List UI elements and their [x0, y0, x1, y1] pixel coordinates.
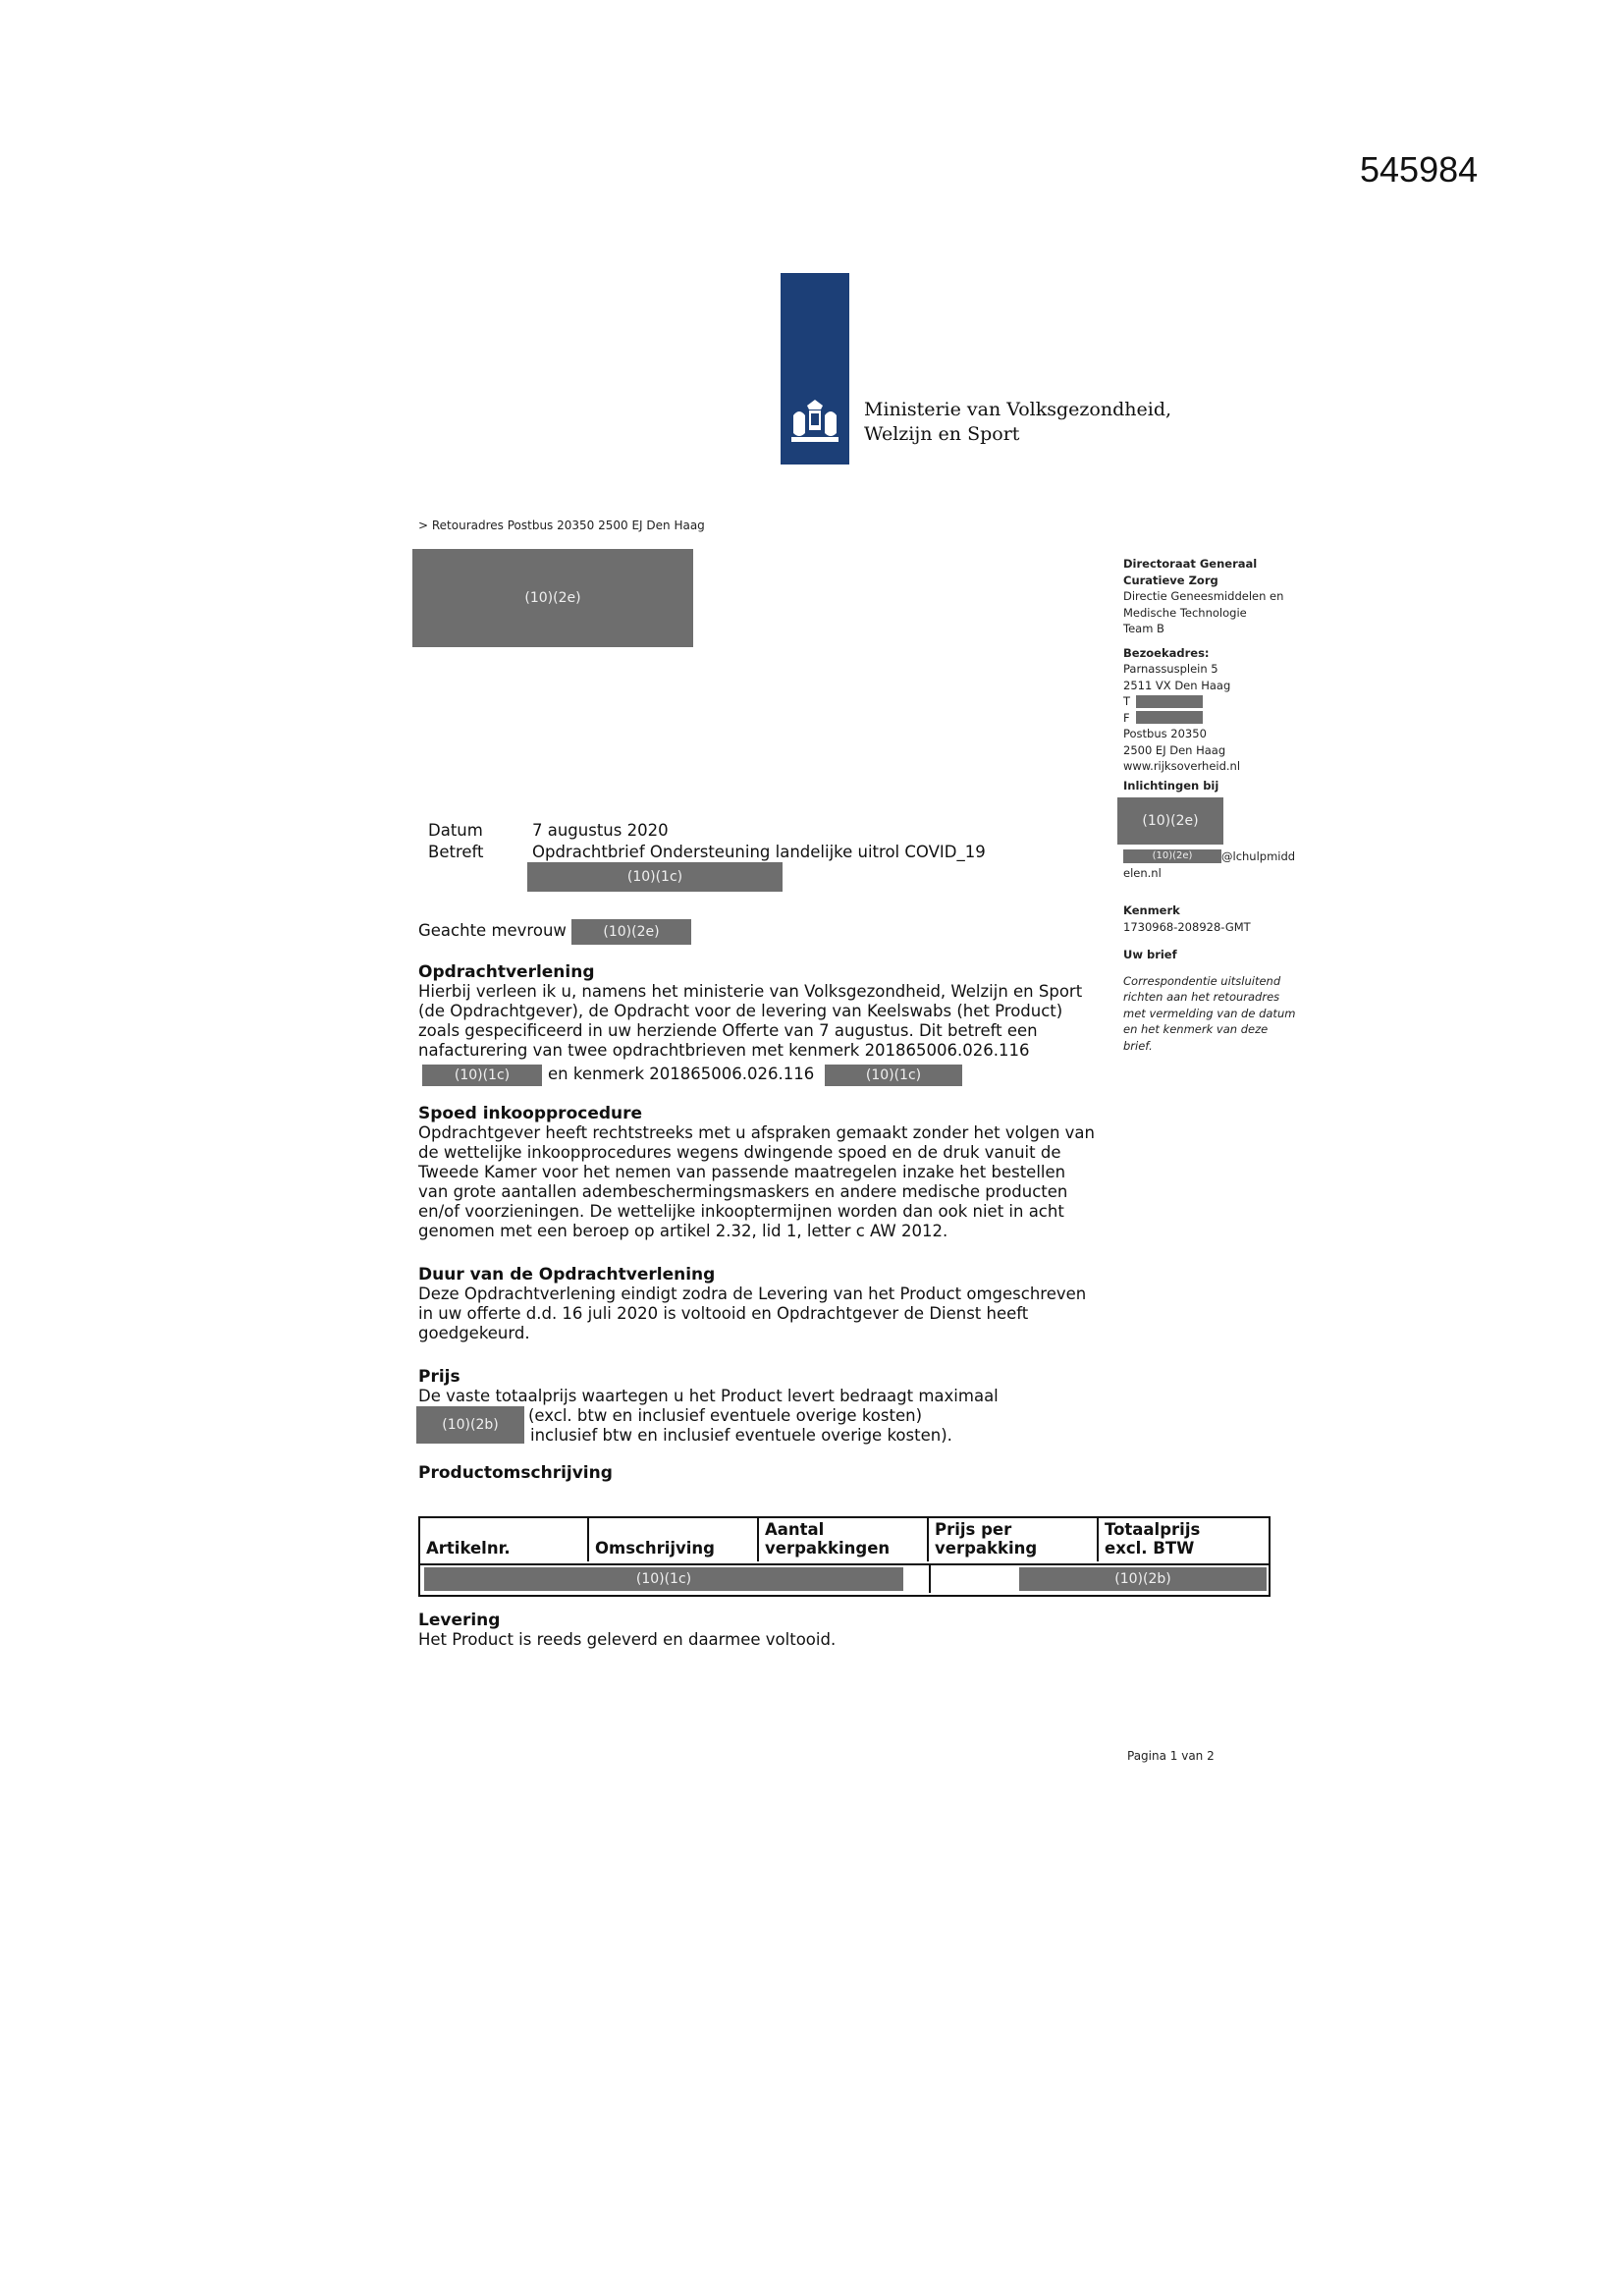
table-header-line1: Totaalprijs [1105, 1520, 1201, 1539]
sidebar-email [1123, 848, 1295, 1054]
salutation: Geachte mevrouw [418, 921, 567, 940]
datum-label: Datum [428, 821, 483, 840]
sidebar-postbus-city: 2500 EJ Den Haag [1123, 742, 1226, 757]
product-table [418, 1516, 1271, 1597]
opdracht-line5: en kenmerk 201865006.026.116 [548, 1065, 815, 1083]
prijs-line1: De vaste totaalprijs waartegen u het Product levert bedraagt maximaal [418, 1387, 999, 1405]
table-header-line2: Artikelnr. [426, 1539, 511, 1558]
table-header-cell [589, 1518, 759, 1561]
table-row-redaction-1 [424, 1567, 903, 1591]
levering-section [418, 1611, 836, 1650]
duur-line1: Deze Opdrachtverlening eindigt zodra de Levering van het Product omgeschreven [418, 1285, 1087, 1303]
table-header-cell [929, 1518, 1099, 1561]
sidebar-info [1123, 556, 1283, 793]
contact-redaction [1117, 797, 1223, 845]
prijs-line2: (excl. btw en inclusief eventuele overige kosten) [528, 1406, 923, 1425]
redaction-label: (10)(2e) [524, 590, 581, 606]
opdracht-line3: zoals gespecificeerd in uw herziende Offerte van 7 augustus. Dit betreft een [418, 1021, 1038, 1040]
datum-value: 7 augustus 2020 [532, 821, 669, 840]
spoed-line5: en/of voorzieningen. De wettelijke inkooptermijnen worden dan ook niet in acht [418, 1202, 1064, 1221]
sidebar-directie-line1: Directie Geneesmiddelen en [1123, 589, 1284, 603]
salutation-redaction [571, 919, 691, 945]
table-header-line1 [595, 1520, 751, 1539]
levering-title: Levering [418, 1611, 501, 1630]
document-number: 545984 [1360, 149, 1479, 190]
redaction-label: (10)(2e) [603, 924, 660, 940]
sidebar-note-line1: Correspondentie uitsluitend [1123, 973, 1281, 988]
spoed-line6: genomen met een beroep op artikel 2.32, lid 1, letter c AW 2012. [418, 1222, 948, 1240]
table-header-cell [420, 1518, 589, 1561]
betreft-redaction [527, 862, 783, 892]
redaction-label: (10)(2e) [1142, 813, 1199, 829]
spoed-title: Spoed inkoopprocedure [418, 1104, 643, 1123]
product-title: Productomschrijving [418, 1463, 613, 1483]
sidebar-website[interactable]: www.rijksoverheid.nl [1123, 759, 1241, 773]
page-number: Pagina 1 van 2 [1127, 1749, 1215, 1763]
kenmerk-redaction-2 [825, 1065, 962, 1086]
sidebar-note-line4: en het kenmerk van deze [1123, 1022, 1269, 1036]
betreft-value: Opdrachtbrief Ondersteuning landelijke uitrol COVID_19 [532, 843, 986, 861]
addressee-redaction [412, 549, 693, 647]
betreft-label: Betreft [428, 843, 484, 861]
sidebar-dg-line1: Directoraat Generaal [1123, 557, 1258, 571]
redaction-label: (10)(2e) [1152, 850, 1193, 861]
sidebar-team: Team B [1123, 622, 1164, 635]
sidebar-directie-line2: Medische Technologie [1123, 605, 1247, 620]
redaction-label: (10)(1c) [865, 1067, 922, 1083]
ministry-line-2: Welzijn en Sport [864, 423, 1020, 445]
spoed-line2: de wettelijke inkoopprocedures wegens dwingende spoed en de druk vanuit de [418, 1143, 1061, 1162]
prijs-line3: inclusief btw en inclusief eventuele overige kosten). [530, 1426, 952, 1445]
table-row-redaction-2 [1019, 1567, 1267, 1591]
redaction-label: (10)(2b) [1114, 1571, 1171, 1587]
redaction-label: (10)(2b) [442, 1417, 499, 1433]
sidebar-note-line5: brief. [1123, 1038, 1153, 1053]
duur-line2: in uw offerte d.d. 16 juli 2020 is voltooid en Opdrachtgever de Dienst heeft [418, 1304, 1029, 1323]
opdracht-line4: nafacturering van twee opdrachtbrieven met kenmerk 201865006.026.116 [418, 1041, 1030, 1060]
redaction-label: (10)(1c) [635, 1571, 692, 1587]
sidebar-note-line3: met vermelding van de datum [1123, 1006, 1296, 1020]
fax-redaction [1136, 711, 1203, 724]
duur-title: Duur van de Opdrachtverlening [418, 1265, 716, 1285]
kenmerk-redaction-1 [422, 1065, 542, 1086]
sidebar-tel-prefix: T [1123, 694, 1131, 708]
prijs-title: Prijs [418, 1367, 460, 1387]
levering-line1: Het Product is reeds geleverd en daarmee voltooid. [418, 1630, 837, 1649]
spoed-section [418, 1104, 1095, 1241]
sidebar-bezoek-label: Bezoekadres: [1123, 645, 1210, 660]
table-header-line2: excl. BTW [1105, 1539, 1195, 1558]
table-divider [929, 1563, 931, 1593]
return-address: > Retouradres Postbus 20350 2500 EJ Den Haag [418, 519, 705, 532]
sidebar-postbus: Postbus 20350 [1123, 727, 1207, 740]
table-header-line2: verpakking [935, 1539, 1038, 1558]
spoed-line1: Opdrachtgever heeft rechtstreeks met u afspraken gemaakt zonder het volgen van [418, 1123, 1095, 1142]
spoed-line3: Tweede Kamer voor het nemen van passende maatregelen inzake het bestellen [418, 1163, 1066, 1181]
spoed-line4: van grote aantallen adembeschermingsmaskers en andere medische producten [418, 1182, 1068, 1201]
table-header-line2: Omschrijving [595, 1539, 715, 1558]
sidebar-inlichtingen-label: Inlichtingen bij [1123, 778, 1219, 793]
sidebar-dg-line2: Curatieve Zorg [1123, 573, 1218, 587]
sidebar-postcode: 2511 VX Den Haag [1123, 678, 1231, 692]
prijs-section [418, 1367, 999, 1406]
redaction-label: (10)(1c) [454, 1067, 511, 1083]
table-header-line2: verpakkingen [765, 1539, 891, 1558]
duur-section [418, 1265, 1086, 1343]
opdracht-line2: (de Opdrachtgever), de Opdracht voor de levering van Keelswabs (het Product) [418, 1002, 1063, 1020]
tel-redaction [1136, 695, 1203, 708]
redaction-label: (10)(1c) [626, 869, 683, 885]
table-header-cell [759, 1518, 929, 1561]
sidebar-uw-brief-label: Uw brief [1123, 948, 1177, 961]
table-header-line1: Prijs per [935, 1520, 1012, 1539]
sidebar-note-line2: richten aan het retouradres [1123, 990, 1280, 1004]
ministry-line-1: Ministerie van Volksgezondheid, [864, 399, 1172, 420]
prijs-redaction [416, 1406, 524, 1444]
email-redaction [1123, 849, 1221, 863]
opdracht-section [418, 962, 1082, 1061]
ministry-name [864, 398, 1171, 447]
table-divider [420, 1563, 1269, 1565]
sidebar-email-suffix2: elen.nl [1123, 865, 1162, 880]
table-header-line1: Aantal [765, 1520, 825, 1539]
table-header-cell [1099, 1518, 1265, 1561]
table-header-line1 [426, 1520, 581, 1539]
sidebar-email-suffix: @lchulpmidd [1221, 849, 1296, 863]
coat-of-arms-icon [785, 396, 844, 451]
sidebar-fax-prefix: F [1123, 710, 1130, 725]
opdracht-line1: Hierbij verleen ik u, namens het ministerie van Volksgezondheid, Welzijn en Sport [418, 982, 1083, 1001]
sidebar-street: Parnassusplein 5 [1123, 662, 1218, 676]
sidebar-kenmerk-label: Kenmerk [1123, 903, 1180, 917]
duur-line3: goedgekeurd. [418, 1324, 530, 1342]
sidebar-kenmerk-value: 1730968-208928-GMT [1123, 919, 1251, 934]
opdracht-title: Opdrachtverlening [418, 962, 595, 982]
